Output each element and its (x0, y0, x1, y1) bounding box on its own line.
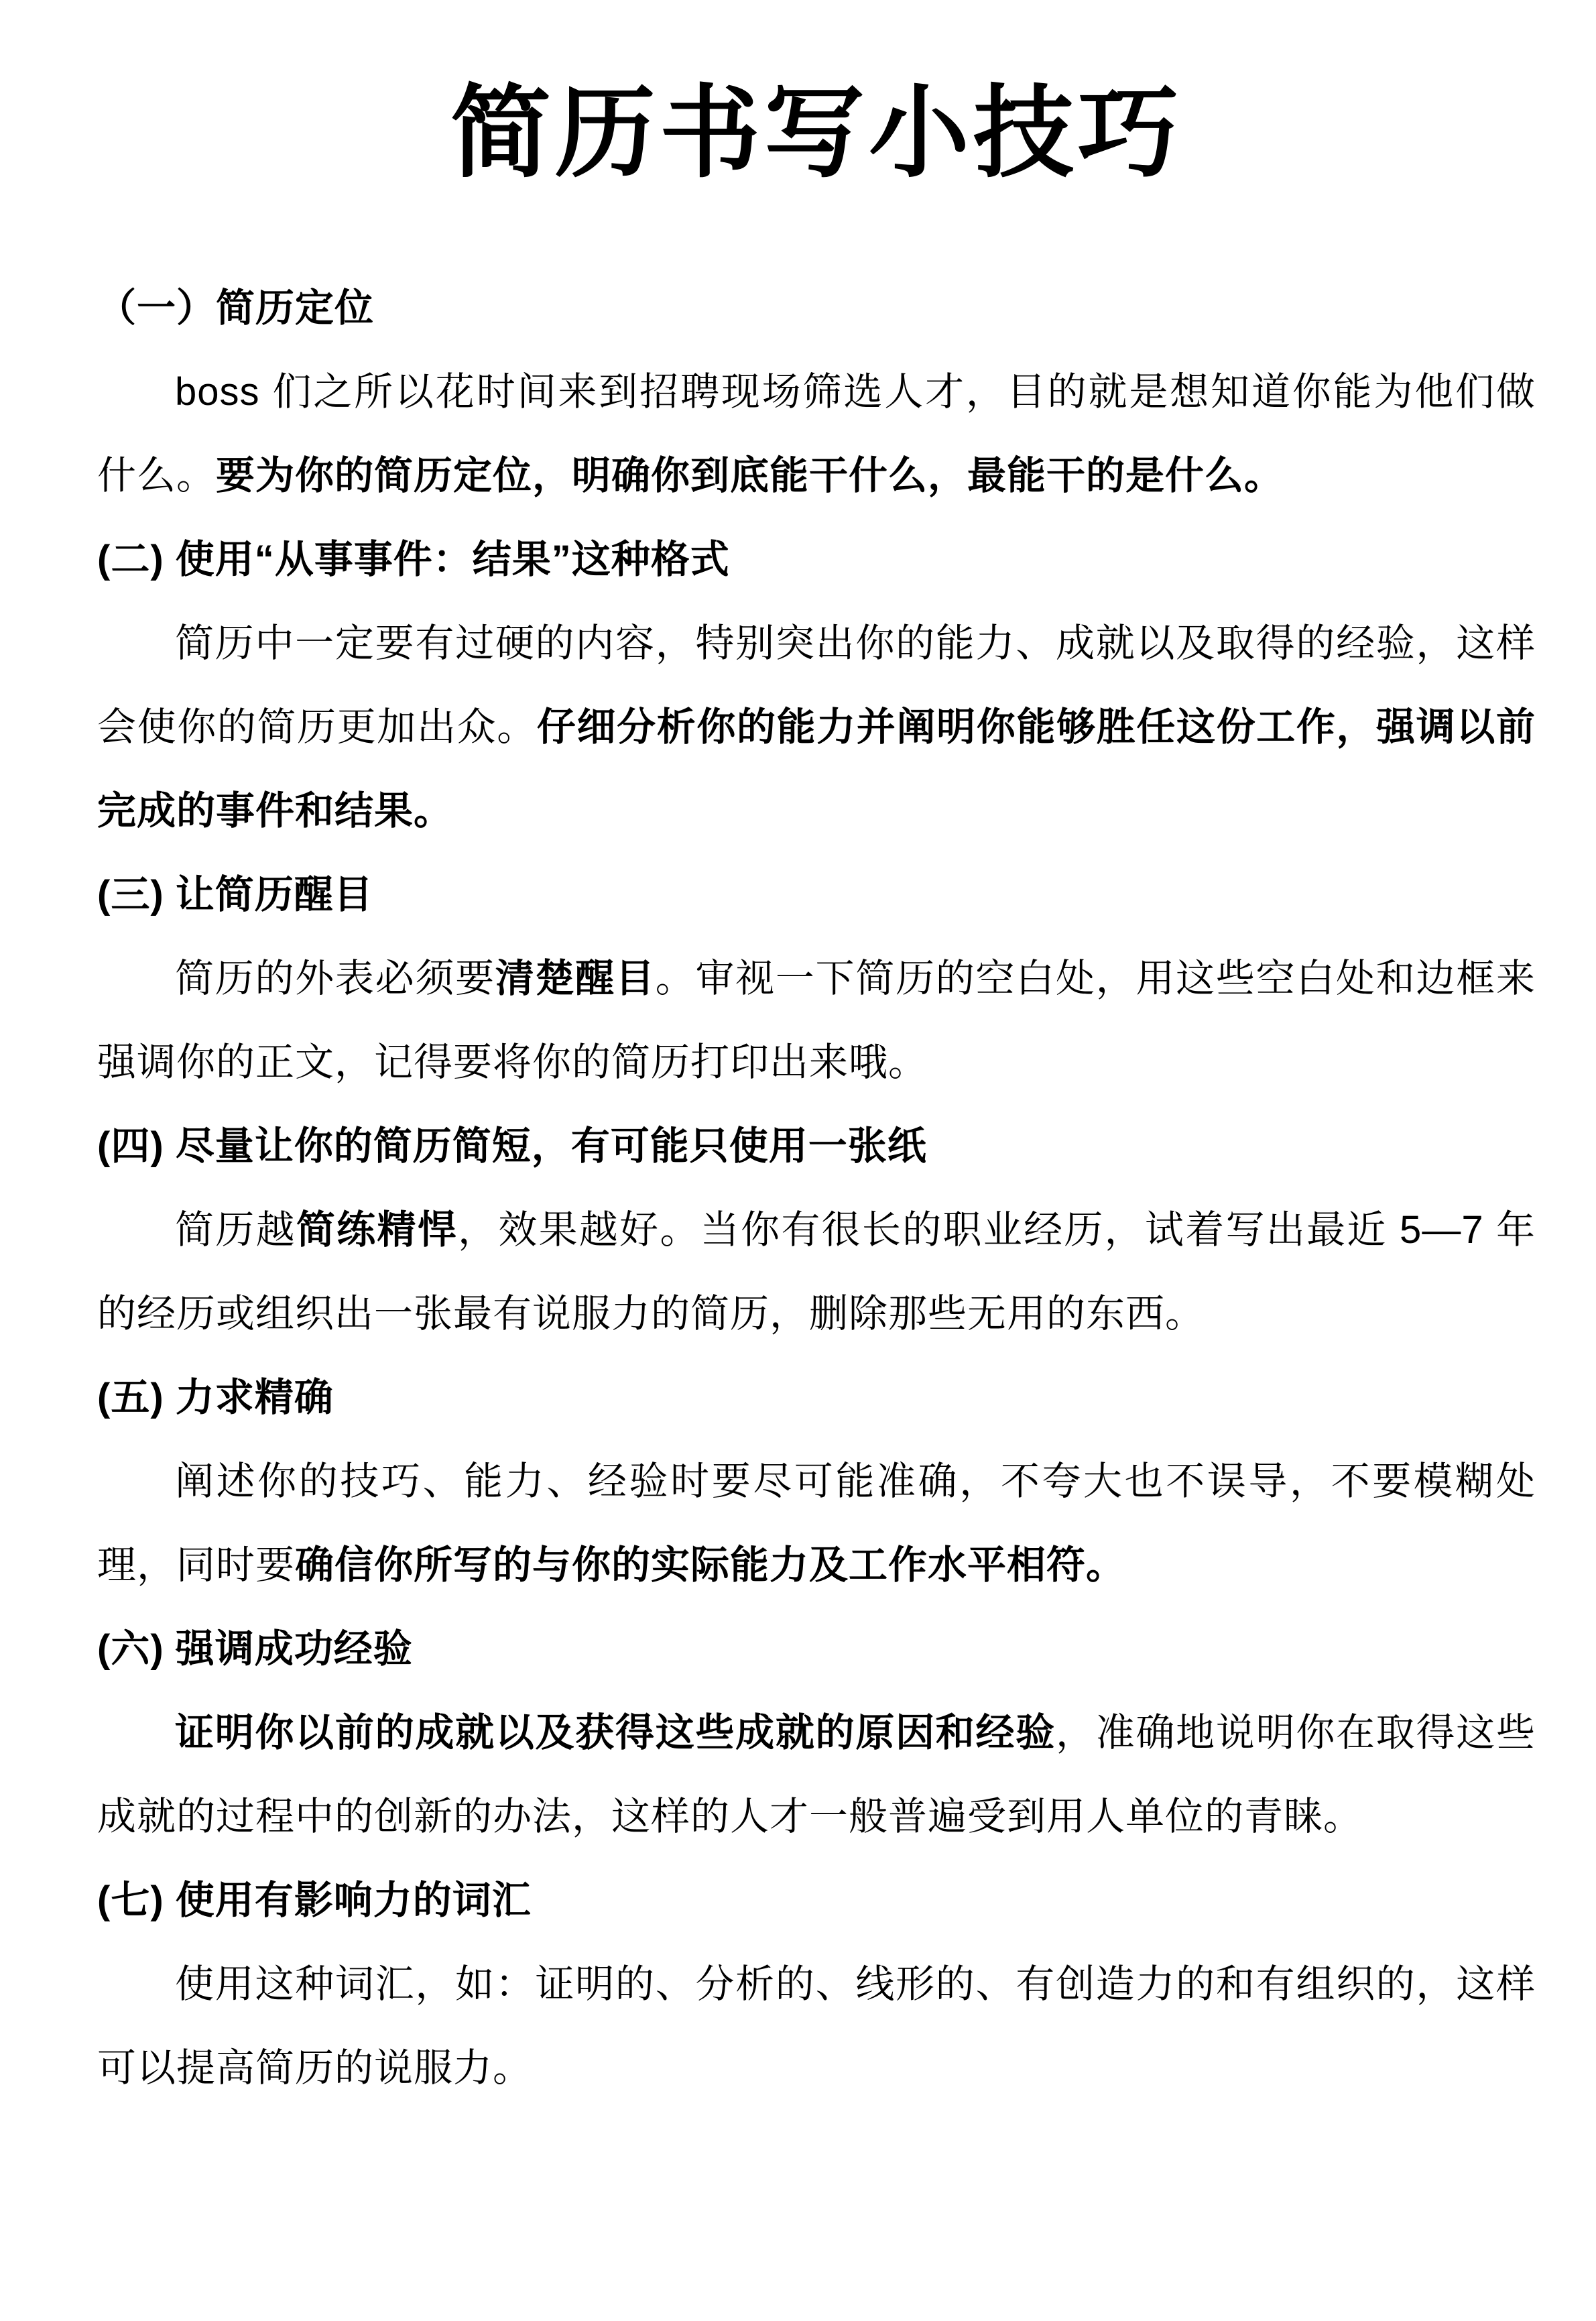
text-run: 简历的外表必须要 (175, 957, 495, 1000)
text-run: 阐述你的技巧、能力、经验时要尽可能准确，不夸大也不误导，不要模糊处理，同时要 (97, 1460, 1536, 1587)
section-paragraph-4 (97, 1188, 1536, 1356)
text-run-bold: 清楚醒目 (495, 957, 656, 1000)
section-heading-6: (六) 强调成功经验 (97, 1627, 413, 1671)
text-run: 使用这种词汇，如：证明的、分析的、线形的、有创造力的和有组织的，这样可以提高简历的说服力。 (97, 1962, 1536, 2090)
section-paragraph-1 (97, 350, 1536, 518)
text-run-bold: 证明你以前的成就以及获得这些成就的原因和经验 (175, 1711, 1056, 1754)
section-heading-1: （一）简历定位 (97, 286, 375, 330)
text-run: 简历中一定要有过硬的内容，特别突出你的能力、成就以及取得的经验，这样会使你的简历更加出众。 (97, 621, 1536, 749)
text-run-bold: 仔细分析你的能力并阐明你能够胜任这份工作，强调以前完成的事件和结果。 (97, 705, 1536, 833)
document-title: 简历书写小技巧 (450, 78, 1182, 190)
section-paragraph-2 (97, 601, 1536, 853)
text-run: boss 们之所以花时间来到招聘现场筛选人才，目的就是想知道你能为他们做什么。 (97, 370, 1536, 497)
section-paragraph-6 (97, 1691, 1536, 1858)
text-run-bold: 要为你的简历定位，明确你到底能干什么，最能干的是什么。 (216, 454, 1284, 497)
text-run-bold: 确信你所写的与你的实际能力及工作水平相符。 (295, 1543, 1126, 1587)
text-run: 简历越 (175, 1208, 296, 1252)
section-heading-7: (七) 使用有影响力的词汇 (97, 1879, 532, 1922)
text-run-bold: 简练精悍 (296, 1208, 458, 1252)
section-paragraph-3 (97, 937, 1536, 1104)
section-heading-4: (四) 尽量让你的简历简短，有可能只使用一张纸 (97, 1124, 927, 1168)
section-heading-3: (三) 让简历醒目 (97, 873, 373, 916)
section-heading-5: (五) 力求精确 (97, 1376, 334, 1419)
document-page (0, 64, 1596, 2321)
section-paragraph-5 (97, 1439, 1536, 1607)
section-paragraph-7 (97, 1942, 1536, 2110)
text-run: ，效果越好。当你有很长的职业经历，试着写出最近 5—7 年的经历或组织出一张最有说服力的简历，删除那些无用的东西。 (97, 1208, 1536, 1335)
text-run: 。审视一下简历的空白处，用这些空白处和边框来强调你的正文，记得要将你的简历打印出来哦。 (97, 957, 1536, 1084)
section-heading-2: (二) 使用“从事事件：结果”这种格式 (97, 538, 730, 581)
text-run: ，准确地说明你在取得这些成就的过程中的创新的办法，这样的人才一般普遍受到用人单位的青睐。 (97, 1711, 1536, 1838)
